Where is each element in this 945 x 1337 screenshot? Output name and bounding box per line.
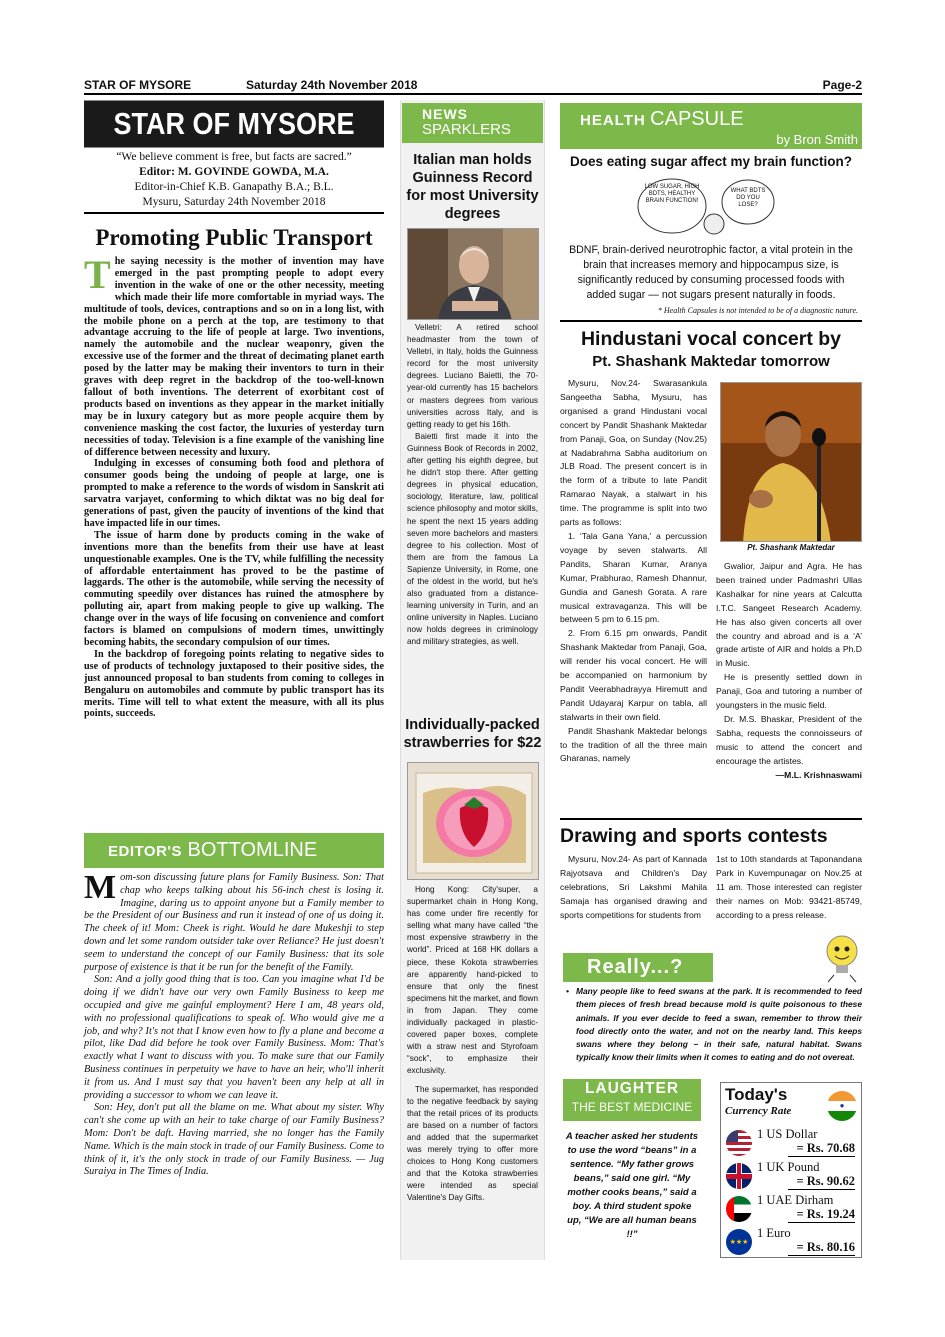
laughter-text: A teacher asked her students to use the word “beans” in a sentence. “My father grows beans,” said one girl. “My mother cooks beans,” said a boy. A third student spoke up, “We are all human beans !!” xyxy=(565,1131,699,1240)
concert-right xyxy=(716,560,862,783)
bulb-icon xyxy=(820,933,864,983)
story2-body xyxy=(407,884,538,1204)
currency-subtitle: Currency Rate xyxy=(725,1105,792,1117)
currency-value: = Rs. 19.24 xyxy=(788,1207,855,1223)
currency-value: = Rs. 70.68 xyxy=(788,1141,855,1157)
concert-para: Pandit Shashank Maktedar belongs to the tradition of all the three main Gharanas, namely xyxy=(560,725,707,764)
concert-para: He is presently settled down in Panaji, Goa and tutoring a number of youngsters in the music field. xyxy=(716,672,862,711)
masthead-info xyxy=(84,150,384,214)
bottomline-label-a: EDITOR'S xyxy=(108,843,182,860)
story2-para: The supermarket, has responded to the negative feedback by saying that the retail prices of its products are based on a number of factors and added that the supermarket was merely trying to offer more choices to Hong Kong customers and that the Kotoka strawberries were intended as special Valentine's Day Gifts. xyxy=(407,1084,538,1203)
concert-signoff: —M.L. Krishnaswami xyxy=(775,769,862,780)
bottomline-banner xyxy=(84,833,384,868)
contests-right: 1st to 10th standards at Taponandana Park in Kuvempunagar on Nov.25 at 11 am. Those interested can register their names on Mob: 93421-85749, according to a press release. xyxy=(716,854,862,920)
currency-name: 1 UAE Dirham xyxy=(757,1193,834,1207)
news-banner xyxy=(402,103,543,143)
currency-name: 1 US Dollar xyxy=(757,1127,818,1141)
bottomline-body xyxy=(84,869,384,1179)
news-label-b: SPARKLERS xyxy=(422,121,511,138)
concert-para: Mysuru, Nov.24- Swarasankula Sangeetha Sabha, Mysuru, has organised a grand Hindustani vocal concert by Pandit Shashank Maktedar from Panaji, Goa, on Sunday (Nov.25) at Nadabrahma Sabha auditorium on JLB Road. The present concert is in the form of a tribute to late Pandit Ramarao Nayak, a stalwart in his time. The programme is split into two parts as follows: xyxy=(560,378,707,528)
story2-photo xyxy=(407,762,539,880)
story1-para: Baietti first made it into the Guinness Book of Records in 2002, after getting his eighth degree, but he didn't stop there. After getting degrees in physical education, sociology, literature, law, political science philosophy and motor skills, he spent the next 15 years adding seven more bachelors and masters degree to his collection. Most of them are from the famous La Sapienze University, in Rome, one of the oldest in the world, but he's also graduated from a distance-learning university in Turin, and an online university in Naples. Luciano now holds degrees in criminology and military strategies, as well. xyxy=(407,431,538,647)
currency-box xyxy=(720,1082,862,1258)
really-text xyxy=(566,985,862,1065)
health-note: * Health Capsules is not intended to be of a diagnostic nature. xyxy=(657,306,858,315)
bottomline-label-b: BOTTOMLINE xyxy=(187,839,318,861)
dateline: Mysuru, Saturday 24th November 2018 xyxy=(142,196,326,208)
divider xyxy=(560,818,862,820)
laughter-label-a: LAUGHTER xyxy=(584,1080,680,1097)
concert-headline-1: Hindustani vocal concert by xyxy=(580,328,842,350)
story2-headline: Individually-packed strawberries for $22 xyxy=(403,717,542,751)
currency-value: = Rs. 80.16 xyxy=(788,1240,855,1256)
health-label-b: CAPSULE xyxy=(650,108,744,130)
health-label-a: HEALTH xyxy=(580,112,646,129)
concert-headline-2: Pt. Shashank Maktedar tomorrow xyxy=(592,353,830,370)
story2-para: Hong Kong: City'super, a supermarket chain in Hong Kong, has come under fire recently for selling what many have called “the most expensive strawberry in the world”. Priced at 168 HK dollars a piece, these Kokota strawberries are apparently hand-picked to ensure that only the finest specimens hit the market, and flown in from Japan. They come individually packaged in plastic-covered paper boxes, complete with a straw nest and Styrofoam “sock”, to emphasize their exclusivity. xyxy=(407,885,538,1076)
currency-value: = Rs. 90.62 xyxy=(788,1174,855,1190)
eu-flag-icon: ★★★ xyxy=(726,1229,752,1255)
really-banner: Really...? xyxy=(563,953,713,982)
editorial-para: In the backdrop of foregoing points relating to negative sides to use of products of technology juxtaposed to their positive sides, the just announced proposal to ban students from coming to colleges in Bengaluru on automobiles and commute by public transport has its merits. Time will tell to what extent the measure, with all its plus points, succeeds. xyxy=(84,648,384,720)
currency-row xyxy=(723,1193,859,1225)
currency-row xyxy=(723,1226,859,1258)
strawberry-box-icon xyxy=(408,763,539,880)
bottomline-para: Son: Hey, don't put all the blame on me. What about my sister. Why can't she come up with an heir to take charge of our Family Business? Mom: Don't be daft. Having married, she no longer has the Family Name. Which is the main stock in trade of our Family Business. Come to think of it, it's the only stock in trade of our Family Business. — Jug Suraiya in The Times of India. xyxy=(84,1102,384,1178)
currency-name: 1 Euro xyxy=(757,1226,791,1240)
laughter-label-b: THE BEST MEDICINE xyxy=(571,1100,693,1114)
really-body: Many people like to feed swans at the park. It is recommended to feed them pieces of fresh bread because mold is quite poisonous to these animals. If you ever decide to feed a swan, remember to throw their food directly onto the water, and not on the nearby land. This keeps swans where they belong – in their safe, natural habitat. Swans typically know their limits when it comes to eating and do not overeat. xyxy=(576,986,862,1063)
page-header xyxy=(84,78,862,95)
drop-cap: M xyxy=(84,869,117,906)
motto: “We believe comment is free, but facts are sacred.” xyxy=(116,151,352,163)
uae-flag-icon xyxy=(726,1196,752,1222)
concert-left xyxy=(560,377,707,766)
concert-photo xyxy=(720,382,862,542)
contests-headline: Drawing and sports contests xyxy=(560,825,828,847)
story1-headline: Italian man holds Guinness Record for most University degrees xyxy=(406,152,539,222)
india-flag-icon: ● xyxy=(827,1091,857,1121)
currency-title: Today's xyxy=(725,1085,788,1104)
us-flag-icon xyxy=(726,1130,752,1156)
currency-row xyxy=(723,1160,859,1192)
masthead-title: STAR OF MYSORE xyxy=(84,100,384,147)
header-page: Page-2 xyxy=(822,78,862,92)
concert-para: Gwalior, Jaipur and Agra. He has been trained under Padmashri Ullas Kashalkar for nine years at Calcutta I.T.C. Sangeet Research Academy. He has also given concerts all over the country and abroad and is a ‘A’ grade artiste of AIR and holds a Ph.D in Music. xyxy=(716,561,862,669)
header-date: Saturday 24th November 2018 xyxy=(246,78,418,92)
currency-row xyxy=(723,1127,859,1159)
concert-para: Dr. M.S. Bhaskar, President of the Sabha, requests the connoisseurs of music to attend the concert and encourage the artistes. xyxy=(716,713,862,766)
concert-para: 1. ‘Tala Gana Yana,’ a percussion voyage by seven stalwarts. All Pandits, Sharan Kumar, Aranya Kumar, Prabhurao, Ramesh Dhannur, Gundia and Ganesh Gorata. A rare musical extravaganza. This will be between 5 pm to 6.15 pm. xyxy=(560,530,707,625)
editorial-para: Indulging in excesses of consuming both food and plethora of consumer goods being the undoing of people at large, one is prompted to make a reference to the words of wisdom in Sanskrit ati sarvatra varjayet, conforming to which diktat was no big deal for generations of past, given the paucity of inventions of the kind that have impacted life in our times. xyxy=(84,458,384,529)
editorial-headline: Promoting Public Transport xyxy=(95,225,373,250)
bullet-icon: • xyxy=(566,986,569,996)
story1-photo xyxy=(407,228,539,320)
header-paper: STAR OF MYSORE xyxy=(84,78,192,92)
divider xyxy=(84,212,384,214)
editor-line: Editor: M. GOVINDE GOWDA, M.A. xyxy=(139,166,329,178)
uk-flag-icon xyxy=(726,1163,752,1189)
editorial-para: The issue of harm done by products coming in the wake of inventions more than the benefits from their use have at least unquestionable examples. One is the TV, while fulfilling the necessity of affordable entertainment has proved to be the pastime of laggards. The other is the automobile, while serving the necessity of commuting speedily over distances has ruined the atmosphere by polluting air, apart from making people to give up walking. The change over in the ways of life focusing on convenience and comfort factors is blamed on compulsions of modern times, unwittingly becoming habits, the secondary compulsion of our times. xyxy=(84,529,384,648)
concert-para: 2. From 6.15 pm onwards, Pandit Shashank Maktedar from Panaji, Goa, will render his vocal concert. He will be accompanied on harmonium by Pandit Veerabhadrayya Hiremutt and Pandit Udayaraj Karpur on tabla, all stalwarts in their own field. xyxy=(560,628,707,722)
drop-cap: T xyxy=(84,252,111,297)
health-answer: BDNF, brain-derived neurotrophic factor, a vital protein in the brain that increases memory and hippocampus size, is significantly reduced by consuming processed foods with added sugar — not sugars present naturally in foods. xyxy=(569,244,853,301)
laughter-banner xyxy=(563,1079,701,1121)
bottomline-para: Son: And a jolly good thing that is too. Can you imagine what I'd be doing if we didn't have our very own Family Business to keep me occupied and give me gainful employment? Here I am, 48 years old, with no professional qualifications to speak of. Who would give me a job, and why? It's not that I know even how to fly a plane and become a pilot, like Dad did before he took over Family Business. Mom: That's exactly what I want to discuss with you. To make sure that our Family Business continues in perpetuity we have to have an heir, who'll inherit it from us. And I must say that you haven't been any help at all in providing a successor to whom we can leave it. xyxy=(84,974,384,1101)
bottomline-para: om-son discussing future plans for Family Business. Son: That chap who keeps talking about his 56-inch chest is losing it. Imagine, daring us to appoint anyone but a Family member to be the President of our Business and run it instead of one of us doing it. The cheek of it! Mom: Cheek is right. Would he dare Mukeshji to step down and let some random outsider take over Reliance? He just doesn't seem to understand the concept of our Family Business: that its sole purpose of existence is that it be run for the benefit of the Family. xyxy=(84,872,384,973)
divider xyxy=(560,320,862,322)
editorial-body xyxy=(84,252,384,720)
health-cartoon xyxy=(636,176,786,238)
concert-caption: Pt. Shashank Maktedar xyxy=(747,543,835,552)
editorial-para: he saying necessity is the mother of invention may have emerged in the past prompting people to adopt every invention in the wake of one or the other necessity, meeting which made their life more comfortable in myriad ways. The multitude of tools, devices, contraptions and so on in a long list, with the mobile phone on a perch at the top, are testimony to that advantage accruing to the life of people at large. Two inventions, namely the automobile and the nuclear weaponry, given the excessive use of the former and the threat of decimating planet earth posed by the latter may be making their inventors to turn in their graves with deep regret in the backdrop of the too-well-known fallout of both inventions. The deterrent of exorbitant cost of products based on inventions as they appear in the market initially may be in luxury category but as more people acquire them by convenience masking the cost factor, the luxuries of yesterday turn necessities of today. Television is a fine example of the vanishing line of difference between necessity and luxury. xyxy=(84,256,384,458)
man-portrait-icon xyxy=(408,229,539,320)
story1-para: Velletri: A retired school headmaster from the town of Velletri, in Italy, holds the Guinness record for the most university degrees. Luciano Baietti, the 70-year-old currently has 15 bachelors or masters degrees from various universities across Italy, and is getting ready to get his 16th. xyxy=(407,323,538,429)
chief-line: Editor-in-Chief K.B. Ganapathy B.A.; B.L. xyxy=(134,181,334,193)
singer-portrait-icon xyxy=(721,383,862,542)
news-label-a: NEWS xyxy=(422,106,468,122)
cartoon-speech-right: WHAT BDTS DO YOU LOSE? xyxy=(730,188,766,208)
currency-name: 1 UK Pound xyxy=(757,1160,820,1174)
contests-left: Mysuru, Nov.24- As part of Kannada Rajyotsava and Children's Day celebrations, Sri Lakshmi Mahila Samaja has organised drawing and sports competitions for students from xyxy=(560,854,707,920)
health-banner xyxy=(560,103,862,149)
health-byline: by Bron Smith xyxy=(776,132,858,147)
story1-body xyxy=(407,322,538,649)
cartoon-speech-left: LOW SUGAR, HIGH BDTS, HEALTHY BRAIN FUNCTION! xyxy=(644,184,700,204)
health-question: Does eating sugar affect my brain function? xyxy=(569,154,853,169)
